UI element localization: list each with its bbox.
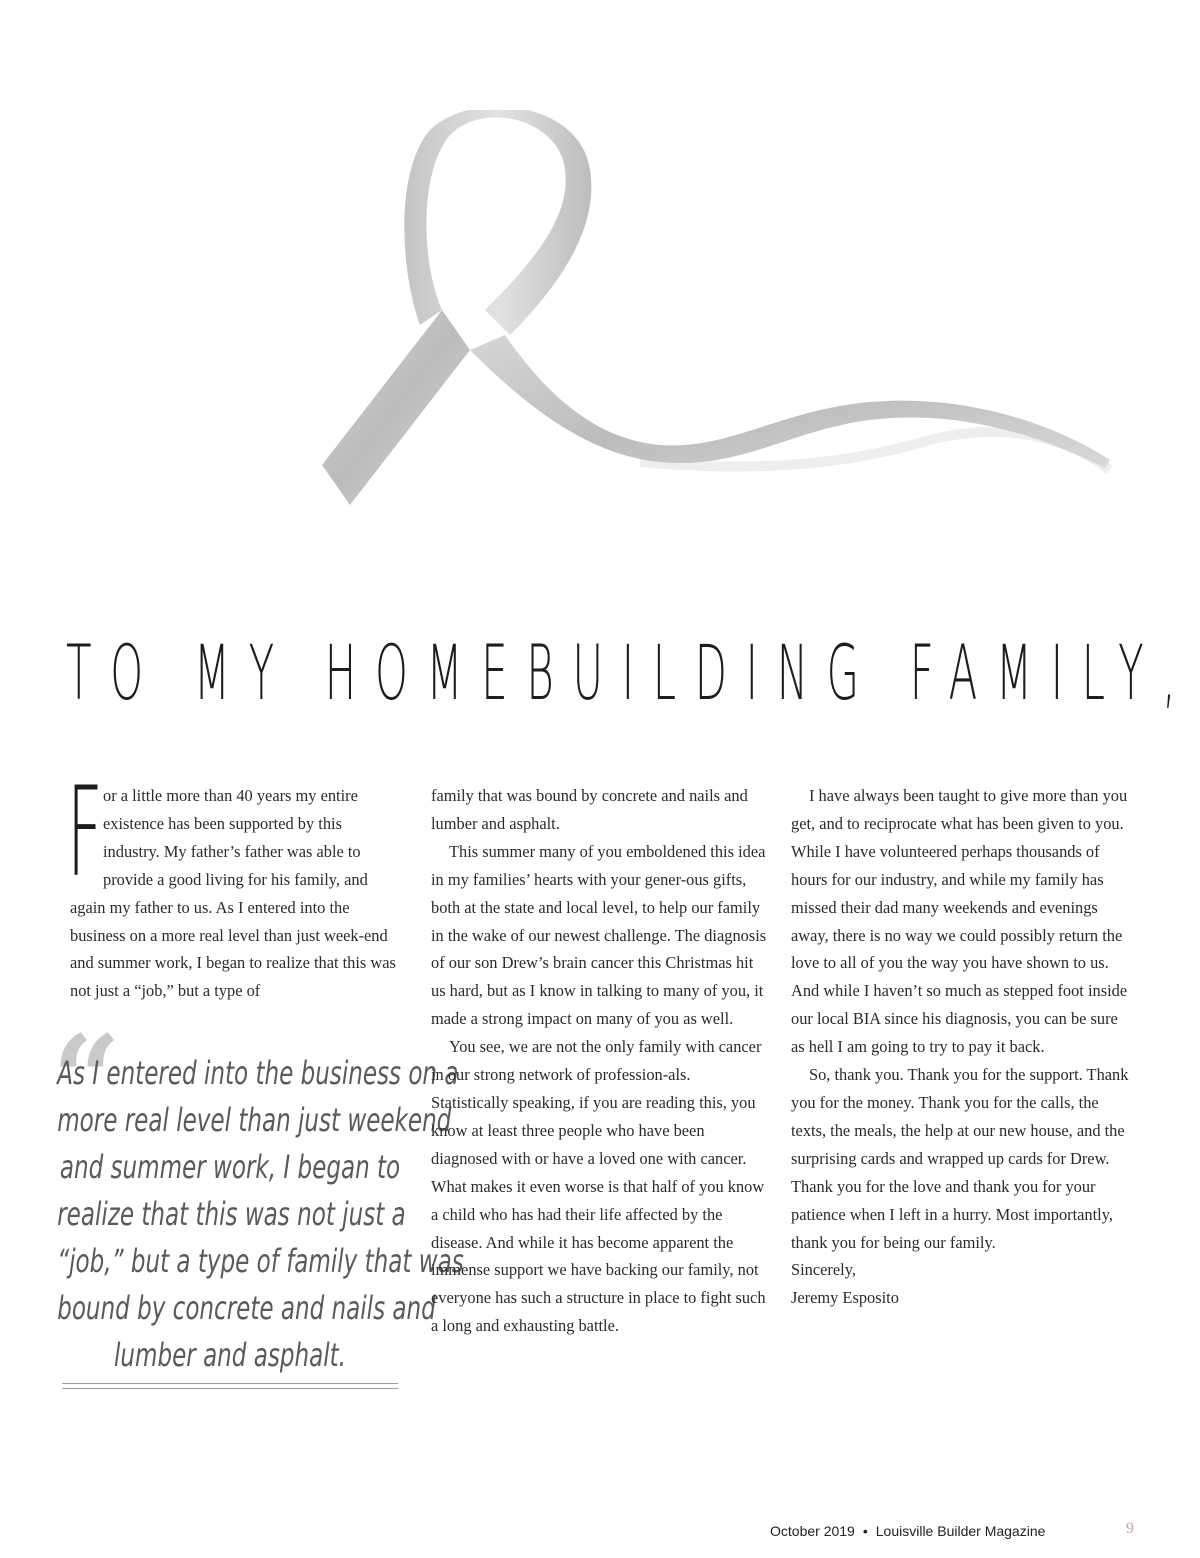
pull-quote-line: realize that this was not just a	[57, 1195, 406, 1233]
pull-quote-line: and summer work, I began to	[59, 1148, 401, 1186]
pull-quote-text	[52, 1050, 464, 1379]
quote-mark-icon: “	[52, 1009, 122, 1150]
article-column-1	[67, 761, 402, 1005]
pull-quote	[52, 1009, 464, 1396]
drop-cap: F	[67, 761, 103, 905]
paragraph: or a little more than 40 years my entire existence has been supported by this industry. My father’s father was able to provide a good living for his family, and again my father to us. As I entered into the business on a more real level than just week-end and summer work, I began to realize that this was not just a “job,” but a type of	[70, 786, 396, 1001]
page-number: 9	[1126, 1520, 1134, 1537]
pull-quote-line: lumber and asphalt.	[114, 1336, 346, 1374]
paragraph: You see, we are not the only family with cancer in our strong network of profession-als. Statistically speaking, if you are reading this, you know at least three people who have been diagnosed with or have a loved one with cancer. What makes it even worse is that half of you know a child who has had their life affected by the disease. And while it has become apparent the immense support we have backing our family, not everyone has such a structure in place to fight such a long and exhausting battle.	[431, 1037, 766, 1336]
article-headline: TO MY HOMEBUILDING FAMILY,	[66, 628, 1195, 717]
paragraph: This summer many of you emboldened this idea in my families’ hearts with your gener-ous gifts, both at the state and local level, to help our family in the wake of our newest challenge. The diagnosis of our son Drew’s brain cancer this Christmas hit us hard, but as I know in talking to many of you, it made a strong impact on many of you as well.	[431, 841, 767, 1029]
page-footer	[770, 1523, 1170, 1539]
pull-quote-line: As I entered into the business on a	[57, 1054, 459, 1092]
awareness-ribbon-image	[310, 110, 1130, 530]
article-column-3	[791, 782, 1131, 1312]
separator: •	[862, 1523, 868, 1539]
paragraph: So, thank you. Thank you for the support. Thank you for the money. Thank you for the calls, the texts, the meals, the help at our new house, and the surprising cards and wrapped up cards for Drew. Thank you for the love and thank you for your patience when I left in a hurry. Most importantly, thank you for being our family.	[791, 1065, 1129, 1252]
signature: Jeremy Esposito	[791, 1288, 899, 1308]
pull-quote-divider	[62, 1383, 398, 1389]
article-column-2	[431, 782, 769, 1340]
publication-name: Louisville Builder Magazine	[875, 1523, 1046, 1539]
paragraph: family that was bound by concrete and nails and lumber and asphalt.	[431, 786, 748, 833]
closing: Sincerely,	[791, 1260, 856, 1280]
issue-date: October 2019	[770, 1523, 855, 1539]
pull-quote-line: “job,” but a type of family that was	[57, 1242, 464, 1280]
pull-quote-line: bound by concrete and nails and	[57, 1289, 436, 1327]
paragraph: I have always been taught to give more than you get, and to reciprocate what has been given to you. While I have volunteered perhaps thousands of hours for our industry, and while my family has missed their dad many weekends and evenings away, there is no way we could possibly return the love to all of you the way you have shown to us. And while I haven’t so much as stepped foot inside our local BIA since his diagnosis, you can be sure as hell I am going to try to pay it back.	[791, 786, 1128, 1057]
pull-quote-line: more real level than just weekend	[57, 1101, 452, 1139]
